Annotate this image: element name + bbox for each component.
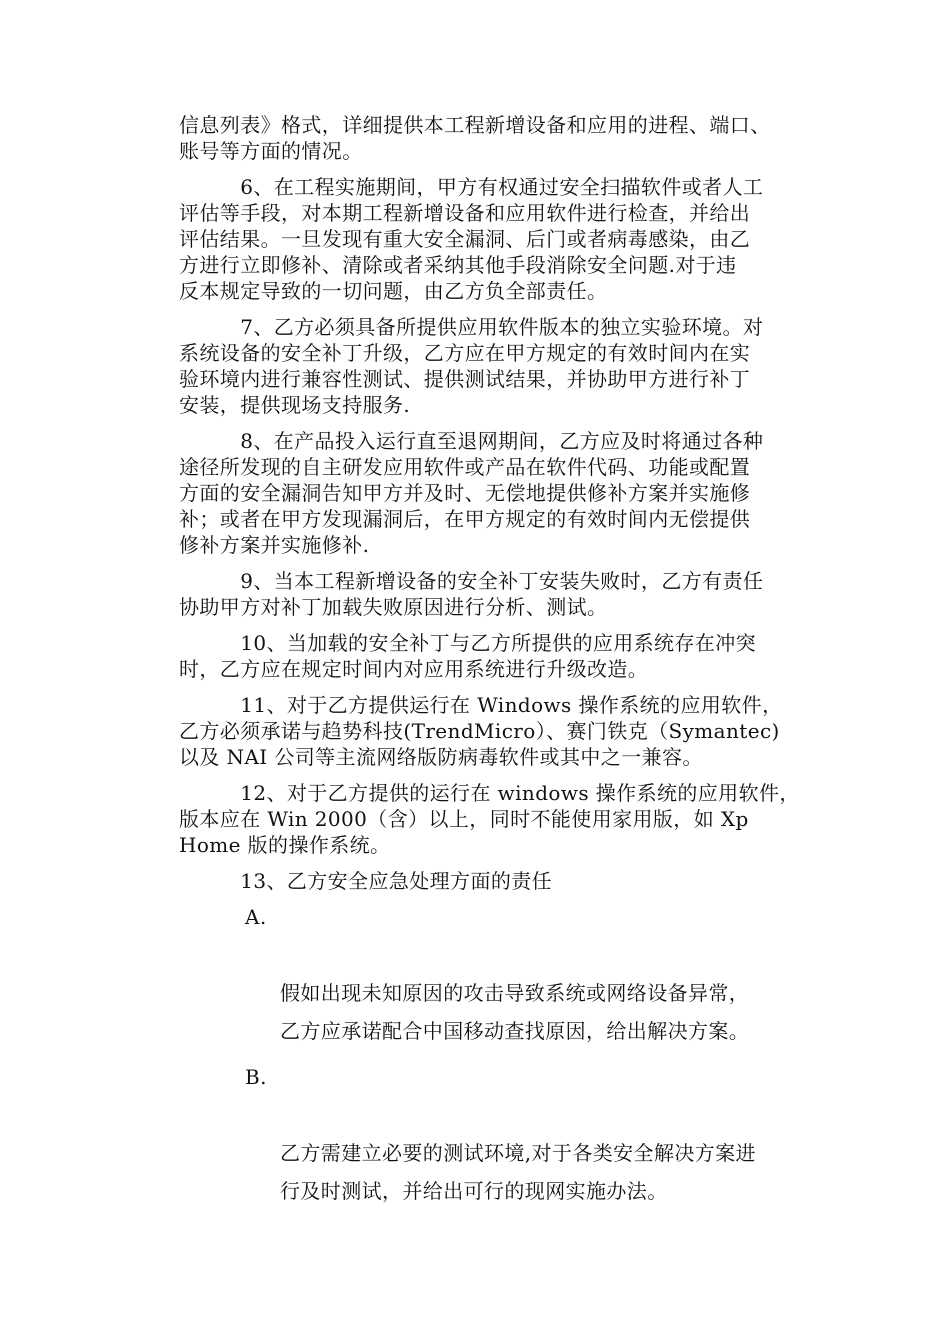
paragraph-item-9: 9、当本工程新增设备的安全补丁安装失败时，乙方有责任 协助甲方对补丁加载失败原因进行分析、测试。 <box>179 569 764 619</box>
paragraph-1: 信息列表》格式，详细提供本工程新增设备和应用的进程、端口、 账号等方面的情况。 <box>179 113 771 163</box>
list-marker-b: B. <box>245 1065 267 1089</box>
paragraph-item-10: 10、当加载的安全补丁与乙方所提供的应用系统存在冲突 时，乙方应在规定时间内对应用系统进行升级改造。 <box>179 631 757 681</box>
paragraph-item-8: 8、在产品投入运行直至退网期间，乙方应及时将通过各种 途径所发现的自主研发应用软件或产品在软件代码、功能或配置 方面的安全漏洞告知甲方并及时、无偿地提供修补方案并实施修 补；或者在甲方发现漏洞后，在甲方规定的有效时间内无偿提供 修补方案并实施修补. <box>179 429 764 557</box>
paragraph-item-13: 13、乙方安全应急处理方面的责任 <box>179 869 553 893</box>
list-item-b <box>179 1058 809 1210</box>
paragraph-item-6: 6、在工程实施期间，甲方有权通过安全扫描软件或者人工 评估等手段，对本期工程新增设备和应用软件进行检查，并给出 评估结果。一旦发现有重大安全漏洞、后门或者病毒感染，由乙 方进行立即修补、清除或者采纳其他手段消除安全问题.对于违 反本规定导致的一切问题，由乙方负全部责任。 <box>179 175 764 303</box>
paragraph-item-11: 11、对于乙方提供运行在 Windows 操作系统的应用软件， 乙方必须承诺与趋势科技(TrendMicro）、赛门铁克（Symantec) 以及 NAI 公司等主流网络版防病毒软件或其中之一兼容。 <box>179 693 783 769</box>
document-body <box>179 112 809 1218</box>
paragraph-item-12: 12、对于乙方提供的运行在 windows 操作系统的应用软件， 版本应在 Win 2000（含）以上，同时不能使用家用版，如 Xp Home 版的操作系统。 <box>179 781 800 857</box>
list-marker-a: A. <box>245 905 267 929</box>
list-item-a <box>179 898 809 1050</box>
list-item-a-text: 假如出现未知原因的攻击导致系统或网络设备异常， 乙方应承诺配合中国移动查找原因，给出解决方案。 <box>280 981 750 1043</box>
paragraph-item-7: 7、乙方必须具备所提供应用软件版本的独立实验环境。对 系统设备的安全补丁升级，乙方应在甲方规定的有效时间内在实 验环境内进行兼容性测试、提供测试结果，并协助甲方进行补丁 安装，提供现场支持服务. <box>179 315 764 417</box>
sub-item-list <box>179 898 809 1210</box>
list-item-b-text: 乙方需建立必要的测试环境,对于各类安全解决方案进 行及时测试，并给出可行的现网实施办法。 <box>280 1141 756 1203</box>
